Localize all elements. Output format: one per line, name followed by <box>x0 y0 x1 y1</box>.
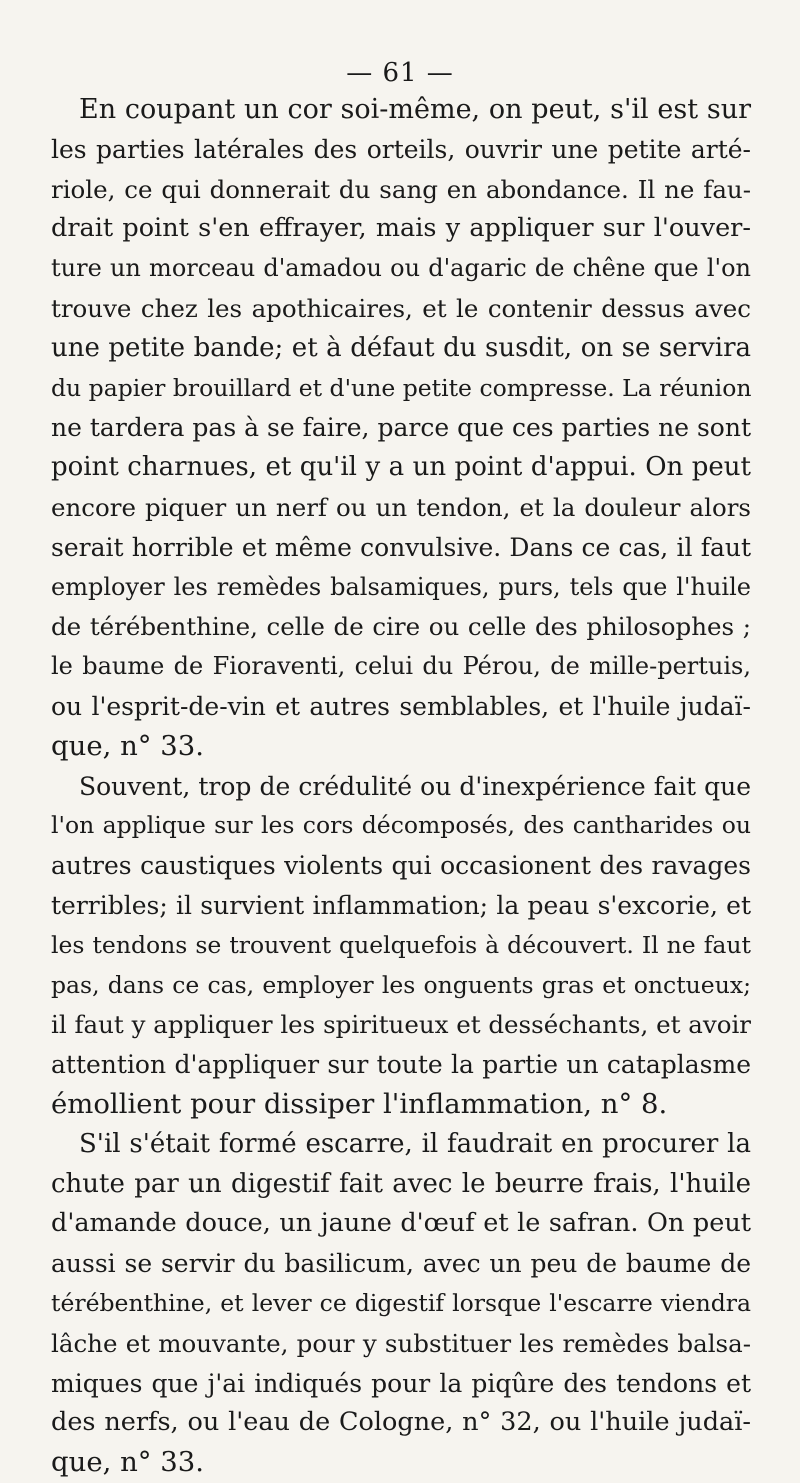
text-line: employer les remèdes balsamiques, purs, tels que l'huile <box>51 572 751 601</box>
text-line: chute par un digestif fait avec le beurre frais, l'huile <box>51 1168 751 1199</box>
text-line: une petite bande; et à défaut du susdit, on se servira <box>51 332 751 363</box>
text-line: autres caustiques violents qui occasionent des ravages <box>51 851 751 881</box>
text-line: point charnues, et qu'il y a un point d'appui. On peut <box>51 452 751 483</box>
text-line: du papier brouillard et d'une petite compresse. La réunion <box>51 373 752 402</box>
text-line: riole, ce qui donnerait du sang en abondance. Il ne fau- <box>51 174 751 204</box>
text-line: des nerfs, ou l'eau de Cologne, n° 32, ou l'huile judaï- <box>51 1407 751 1438</box>
text-line: térébenthine, et lever ce digestif lorsque l'escarre viendra <box>51 1288 751 1317</box>
text-line: miques que j'ai indiqués pour la piqûre des tendons et <box>51 1368 751 1398</box>
text-line: lâche et mouvante, pour y substituer les remèdes balsa- <box>51 1328 751 1358</box>
text-line: encore piquer un nerf ou un tendon, et la douleur alors <box>51 492 751 522</box>
text-line: de térébenthine, celle de cire ou celle des philosophes ; <box>51 612 751 642</box>
text-line: ne tardera pas à se faire, parce que ces parties ne sont <box>51 413 751 443</box>
text-line: ou l'esprit-de-vin et autres semblables, et l'huile judaï- <box>51 691 751 721</box>
text-line: que, n° 33. <box>51 1446 205 1479</box>
text-line: le baume de Fioraventi, celui du Pérou, de mille-pertuis, <box>51 652 751 681</box>
text-line: l'on applique sur les cors décomposés, des cantharides ou <box>51 811 751 840</box>
text-line: ture un morceau d'amadou ou d'agaric de chêne que l'on <box>51 254 751 283</box>
text-line: les tendons se trouvent quelquefois à découvert. Il ne faut <box>51 930 751 959</box>
body-text <box>51 90 751 1483</box>
text-line: pas, dans ce cas, employer les onguents gras et onctueux; <box>51 970 751 999</box>
text-line: attention d'appliquer sur toute la partie un cataplasme <box>51 1050 751 1080</box>
text-line: En coupant un cor soi-même, on peut, s'il est sur <box>79 94 751 125</box>
text-line: drait point s'en effrayer, mais y appliquer sur l'ouver- <box>51 213 751 244</box>
text-line: trouve chez les apothicaires, et le contenir dessus avec <box>51 293 751 323</box>
text-line: aussi se servir du basilicum, avec un peu de baume de <box>51 1249 751 1279</box>
text-line: d'amande douce, un jaune d'œuf et le safran. On peut <box>51 1208 751 1239</box>
text-line: émollient pour dissiper l'inflammation, n° 8. <box>51 1087 668 1120</box>
text-line: les parties latérales des orteils, ouvrir une petite arté- <box>51 134 751 164</box>
page-number: — 61 — <box>346 58 454 88</box>
text-line: il faut y appliquer les spiritueux et desséchants, et avoir <box>51 1010 751 1040</box>
text-line: serait horrible et même convulsive. Dans ce cas, il faut <box>51 532 751 562</box>
text-line: S'il s'était formé escarre, il faudrait en procurer la <box>79 1128 751 1159</box>
text-line: Souvent, trop de crédulité ou d'inexpérience fait que <box>79 771 751 801</box>
text-line: que, n° 33. <box>51 729 205 762</box>
text-line: terribles; il survient inflammation; la peau s'excorie, et <box>51 890 751 920</box>
